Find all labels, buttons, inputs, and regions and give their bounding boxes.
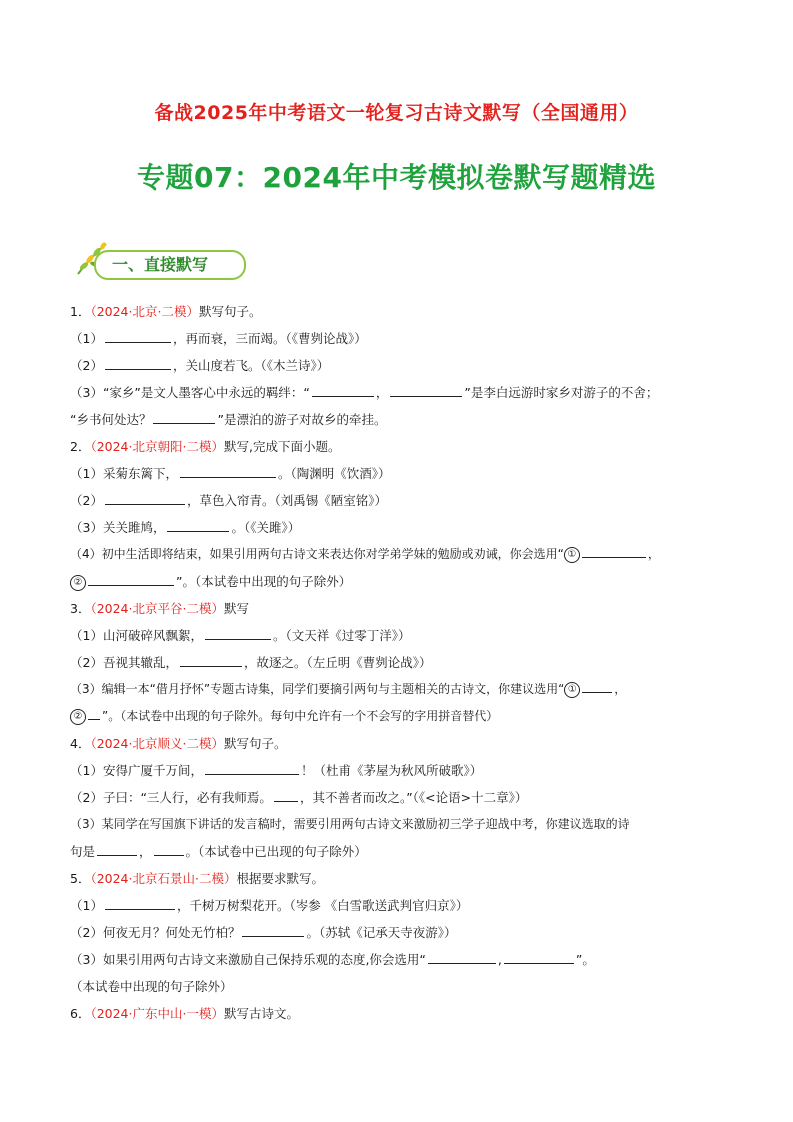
circled-number: ① xyxy=(564,682,580,698)
question-source: （2024·北京·二模） xyxy=(90,304,199,319)
q3-item-3-cont: ② ”。（本试卷中出现的句子除外。每句中允许有一个不会写的字用拼音替代） xyxy=(70,703,726,730)
question-1-header xyxy=(70,298,726,325)
q2-item-4: （4）初中生活即将结束，如果引用两句古诗文来表达你对学弟学妹的勉励或劝诫，你会选用“ ① ， xyxy=(70,541,726,568)
answer-blank[interactable] xyxy=(105,329,171,343)
q2-item-4-cont: ② ”。（本试卷中出现的句子除外） xyxy=(70,568,726,595)
q4-item-1: （1）安得广厦千万间， ！（杜甫《茅屋为秋风所破歌》） xyxy=(70,763,483,778)
question-source: （2024·北京平谷·二模） xyxy=(90,601,224,616)
answer-blank[interactable] xyxy=(105,896,175,910)
answer-blank[interactable] xyxy=(390,383,462,397)
question-source: （2024·北京石景山·二模） xyxy=(90,871,237,886)
answer-blank[interactable] xyxy=(274,788,298,802)
question-list xyxy=(70,298,726,1027)
document-supertitle: 备战2025年中考语文一轮复习古诗文默写（全国通用） xyxy=(154,102,639,124)
q4-item-3-cont: 句是 ， 。（本试卷中已出现的句子除外） xyxy=(70,844,367,859)
q1-item-1: （1） ，再而衰，三而竭。（《曹刿论战》） xyxy=(70,331,367,346)
q2-item-2: （2） ，草色入帘青。（刘禹锡《陋室铭》） xyxy=(70,493,387,508)
q4-item-2: （2）子曰：“三人行，必有我师焉。 ，其不善者而改之。”（《<论语>十二章》） xyxy=(70,790,528,805)
question-stem: 默写句子。 xyxy=(198,304,262,319)
answer-blank[interactable] xyxy=(428,950,496,964)
q4-item-3: （3）某同学在写国旗下讲话的发言稿时，需要引用两句古诗文来激励初三学子迎战中考，你建议选取的诗 xyxy=(70,817,630,831)
question-5-header xyxy=(70,865,726,892)
question-number: 6． xyxy=(70,1006,91,1021)
answer-blank[interactable] xyxy=(205,626,271,640)
q5-item-1: （1） ，千树万树梨花开。（岑参 《白雪歌送武判官归京》） xyxy=(70,898,469,913)
question-source: （2024·广东中山·一模） xyxy=(90,1006,224,1021)
answer-blank[interactable] xyxy=(105,356,171,370)
question-stem: 根据要求默写。 xyxy=(236,871,324,886)
question-number: 4． xyxy=(70,736,91,751)
answer-blank[interactable] xyxy=(88,572,174,586)
answer-blank[interactable] xyxy=(153,410,215,424)
q5-item-3: （3）如果引用两句古诗文来激励自己保持乐观的态度,你会选用“ , ”。 xyxy=(70,952,595,967)
answer-blank[interactable] xyxy=(97,842,137,856)
answer-blank[interactable] xyxy=(582,679,612,693)
circled-number: ② xyxy=(70,709,86,725)
question-6-header xyxy=(70,1000,726,1027)
q1-item-3: （3）“家乡”是文人墨客心中永远的羁绊：“ ， ”是李白远游时家乡对游子的不舍； xyxy=(70,385,659,400)
question-number: 5． xyxy=(70,871,91,886)
q5-item-4: （本试卷中出现的句子除外） xyxy=(70,979,233,994)
question-stem: 默写,完成下面小题。 xyxy=(223,439,341,454)
question-stem: 默写 xyxy=(223,601,249,616)
question-stem: 默写古诗文。 xyxy=(223,1006,299,1021)
answer-blank[interactable] xyxy=(504,950,574,964)
question-stem: 默写句子。 xyxy=(223,736,287,751)
answer-blank[interactable] xyxy=(88,706,100,720)
answer-blank[interactable] xyxy=(154,842,184,856)
question-source: （2024·北京顺义·二模） xyxy=(90,736,224,751)
q2-item-3: （3）关关雎鸠， 。（《关雎》） xyxy=(70,520,301,535)
question-2-header xyxy=(70,433,726,460)
question-number: 3． xyxy=(70,601,91,616)
circled-number: ② xyxy=(70,575,86,591)
q5-item-2: （2）何夜无月？何处无竹柏？ 。（苏轼《记承天寺夜游》） xyxy=(70,925,457,940)
answer-blank[interactable] xyxy=(582,544,646,558)
answer-blank[interactable] xyxy=(242,923,304,937)
question-source: （2024·北京朝阳·二模） xyxy=(90,439,224,454)
circled-number: ① xyxy=(564,547,580,563)
section-header xyxy=(72,236,252,280)
question-4-header xyxy=(70,730,726,757)
answer-blank[interactable] xyxy=(312,383,374,397)
q2-item-1: （1）采菊东篱下， 。（陶渊明《饮酒》） xyxy=(70,466,391,481)
document-title: 专题07：2024年中考模拟卷默写题精选 xyxy=(137,161,656,194)
q1-item-3-cont: “乡书何处达？ ”是漂泊的游子对故乡的牵挂。 xyxy=(70,412,387,427)
question-number: 1． xyxy=(70,304,91,319)
q3-item-3: （3）编辑一本“借月抒怀”专题古诗集，同学们要摘引两句与主题相关的古诗文，你建议选用“ ① ， xyxy=(70,676,726,703)
answer-blank[interactable] xyxy=(180,464,276,478)
question-number: 2． xyxy=(70,439,91,454)
answer-blank[interactable] xyxy=(180,653,242,667)
section-title: 一、直接默写 xyxy=(112,255,209,274)
answer-blank[interactable] xyxy=(205,761,299,775)
q3-item-1: （1）山河破碎风飘絮， 。（文天祥《过零丁洋》） xyxy=(70,628,411,643)
question-3-header xyxy=(70,595,726,622)
answer-blank[interactable] xyxy=(167,518,229,532)
q3-item-2: （2）吾视其辙乱， ，故逐之。（左丘明《曹刿论战》） xyxy=(70,655,432,670)
answer-blank[interactable] xyxy=(105,491,185,505)
q1-item-2: （2） ，关山度若飞。（《木兰诗》） xyxy=(70,358,330,373)
